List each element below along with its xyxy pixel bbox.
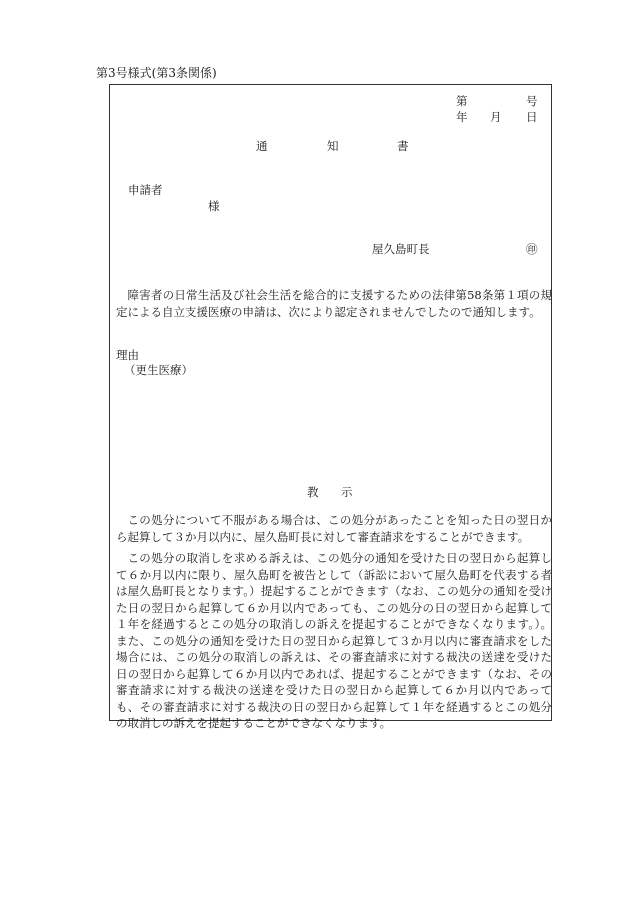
notice-paragraph-2: この処分の取消しを求める訴えは、この処分の通知を受けた日の翌日から起算して６か月以内に限り、屋久島町を被告として（訴訟において屋久島町を代表する者は屋久島町長となります。）提起することができます（なお、この処分の通知を受けた日の翌日から起算して６か月以内であっても、この処分の日の翌日から起算して１年を経過するとこの処分の取消しの訴えを提起することができなくなります。）。また、この処分の通知を受けた日の翌日から起算して３か月以内に審査請求をした場合には、この処分の取消しの訴えは、その審査請求に対する裁決の送達を受けた日の翌日から起算して６か月以内であれば、提起することができます（なお、その審査請求に対する裁決の送達を受けた日の翌日から起算して６か月以内であっても、その審査請求に対する裁決の日の翌日から起算して１年を経過するとこの処分の取消しの訴えを提起することができなくなります。 <box>116 551 552 730</box>
date-day: 日 <box>526 110 538 124</box>
seal-mark: ㊞ <box>526 242 538 256</box>
number-suffix: 号 <box>526 94 538 108</box>
issuer-name: 屋久島町長 <box>372 242 430 256</box>
body-text: 障害者の日常生活及び社会生活を総合的に支援するための法律第58条第１項の規定による自立支援医療の申請は、次により認定されませんでしたので通知します。 <box>116 288 552 319</box>
date-month: 月 <box>490 110 502 124</box>
reason-category: （更生医療） <box>124 363 193 377</box>
date-year: 年 <box>456 110 468 124</box>
notice-title-char-1: 教 <box>307 485 319 499</box>
applicant-label: 申請者 <box>128 183 163 197</box>
title-char-2: 知 <box>327 139 339 153</box>
applicant-honorific: 様 <box>208 199 220 213</box>
title-char-1: 通 <box>256 139 268 153</box>
notice-paragraph-1: この処分について不服がある場合は、この処分があったことを知った日の翌日から起算して３か月以内に、屋久島町長に対して審査請求をすることができます。 <box>116 513 552 544</box>
title-char-3: 書 <box>397 139 409 153</box>
form-label: 第3号様式(第3条関係) <box>96 66 217 80</box>
number-prefix: 第 <box>456 94 468 108</box>
reason-label: 理由 <box>116 348 139 362</box>
notice-title-char-2: 示 <box>341 485 353 499</box>
